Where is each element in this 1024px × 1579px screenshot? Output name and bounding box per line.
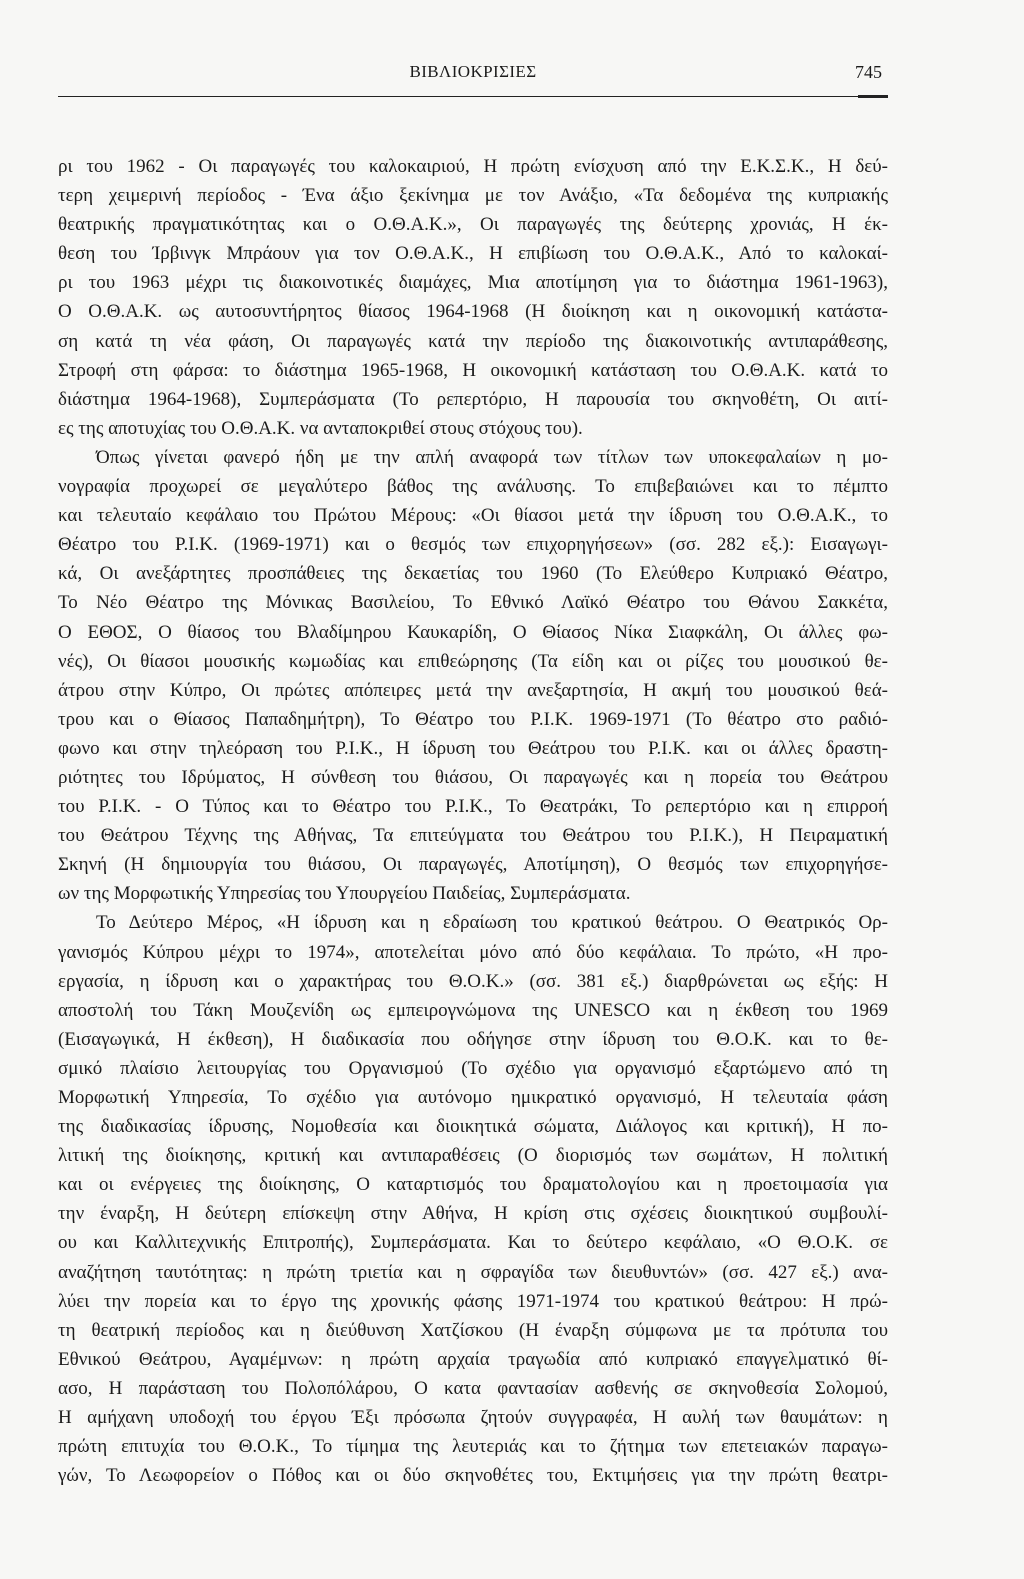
text-line: Όπως γίνεται φανερό ήδη με την απλή αναφορά των τίτλων των υποκεφαλαίων η μο- xyxy=(96,446,888,468)
text-line: τερη χειμερινή περίοδος - Ένα άξιο ξεκίνημα με τον Ανάξιο, «Τα δεδομένα της κυπριακής xyxy=(58,185,888,207)
text-line: Στροφή στη φάρσα: το διάστημα 1965-1968, Η οικονομική κατάσταση του Ο.Θ.Α.Κ. κατά το xyxy=(58,359,888,381)
text-line: θεατρικής πραγματικότητας και ο Ο.Θ.Α.Κ.», Οι παραγωγές της δεύτερης χρονιάς, Η έκ- xyxy=(58,214,888,236)
text-line: λιτική της διοίκησης, κριτική και αντιπαραθέσεις (Ο διορισμός των σωμάτων, Η πολιτική xyxy=(58,1145,888,1167)
text-line: εργασία, η ίδρυση και ο χαρακτήρας του Θ.Ο.Κ.» (σσ. 381 εξ.) διαρθρώνεται ως εξής: Η xyxy=(58,970,888,992)
text-line: τρου και ο Θίασος Παπαδημήτρη), Το Θέατρο του Ρ.Ι.Κ. 1969-1971 (Το θέατρο στο ραδιό- xyxy=(58,708,888,730)
running-title: ΒΙΒΛΙΟΚΡΙΣΙΕΣ xyxy=(409,62,537,81)
text-line: αποστολή του Τάκη Μουζενίδη ως εμπειρογνώμονα της UNESCO και η έκθεση του 1969 xyxy=(58,999,888,1021)
text-line: Μορφωτική Υπηρεσία, Το σχέδιο για αυτόνομο ημικρατικό οργανισμό, Η τελευταία φάση xyxy=(58,1087,888,1108)
text-line: Θέατρο του Ρ.Ι.Κ. (1969-1971) και ο θεσμός των επιχορηγήσεων» (σσ. 282 εξ.): Εισαγωγι- xyxy=(58,534,888,556)
text-line: άτρου στην Κύπρο, Οι πρώτες απόπειρες μετά την ανεξαρτησία, Η ακμή του μουσικού θεά- xyxy=(58,679,888,701)
text-line: Ο Ο.Θ.Α.Κ. ως αυτοσυντήρητος θίασος 1964-1968 (Η διοίκηση και η οικονομική κατάστα- xyxy=(58,301,888,323)
text-line: διάστημα 1964-1968), Συμπεράσματα (Το ρεπερτόριο, Η παρουσία του σκηνοθέτη, Οι αιτί- xyxy=(58,388,888,410)
page-number-underline xyxy=(858,95,888,98)
text-line: (Εισαγωγικά, Η έκθεση), Η διαδικασία που οδήγησε στην ίδρυση του Θ.Ο.Κ. και το θε- xyxy=(58,1028,888,1050)
text-line: θεση του Ίρβινγκ Μπράουν για τον Ο.Θ.Α.Κ., Η επιβίωση του Ο.Θ.Α.Κ., Από το καλοκαί- xyxy=(58,243,888,265)
paragraph xyxy=(58,152,888,443)
text-line: και τελευταίο κεφάλαιο του Πρώτου Μέρους: «Οι θίασοι μετά την ίδρυση του Ο.Θ.Α.Κ., το xyxy=(58,505,888,527)
text-line: ρι του 1963 μέχρι τις διακοινοτικές διαμάχες, Μια αποτίμηση για το διάστημα 1961-1963), xyxy=(58,272,888,294)
text-line: γανισμός Κύπρου μέχρι το 1974», αποτελείται μόνο από δύο κεφάλαια. Το πρώτο, «Η προ- xyxy=(58,941,888,963)
text-line: ες της αποτυχίας του Ο.Θ.Α.Κ. να ανταποκριθεί στους στόχους του). xyxy=(58,417,583,439)
paragraph xyxy=(58,443,888,909)
text-line: του Ρ.Ι.Κ. - Ο Τύπος και το Θέατρο του Ρ.Ι.Κ., Το Θεατράκι, Το ρεπερτόριο και η επιρροή xyxy=(58,796,888,818)
text-line: τη θεατρική περίοδος και η διεύθυνση Χατζίσκου (Η έναρξη σύμφωνα με τα πρότυπα του xyxy=(58,1319,888,1341)
text-line: ση κατά τη νέα φάση, Οι παραγωγές κατά την περίοδο της διακοινοτικής αντιπαράθεσης, xyxy=(58,330,888,352)
text-line: νές), Οι θίασοι μουσικής κωμωδίας και επιθεώρησης (Τα είδη και οι ρίζες του μουσικού θε- xyxy=(58,650,888,672)
text-line: την έναρξη, Η δεύτερη επίσκεψη στην Αθήνα, Η κρίση στις σχέσεις διοικητικού συμβουλί- xyxy=(58,1203,888,1225)
text-line: του Θεάτρου Τέχνης της Αθήνας, Τα επιτεύγματα του Θεάτρου του Ρ.Ι.Κ.), Η Πειραματική xyxy=(58,825,888,847)
paragraph xyxy=(58,908,888,1490)
text-line: και οι ενέργειες της διοίκησης, Ο καταρτισμός του δραματολογίου και η προετοιμασία για xyxy=(58,1174,888,1196)
text-line: πρώτη επιτυχία του Θ.Ο.Κ., Το τίμημα της λευτεριάς και το ζήτημα των επετειακών παραγω- xyxy=(58,1436,888,1458)
text-line: ρι του 1962 - Οι παραγωγές του καλοκαιριού, Η πρώτη ενίσχυση από την Ε.Κ.Σ.Κ., Η δεύ- xyxy=(58,156,888,177)
text-line: ριότητες του Ιδρύματος, Η σύνθεση του θιάσου, Οι παραγωγές και η πορεία του Θεάτρου xyxy=(58,766,888,788)
text-line: κά, Οι ανεξάρτητες προσπάθειες της δεκαετίας του 1960 (Το Ελεύθερο Κυπριακό Θέατρο, xyxy=(58,563,888,585)
text-line: Το Νέο Θέατρο της Μόνικας Βασιλείου, Το Εθνικό Λαϊκό Θέατρο του Θάνου Σακκέτα, xyxy=(58,592,888,614)
text-line: ασο, Η παράσταση του Πολοπόλάρου, Ο κατα φαντασίαν ασθενής σε σκηνοθεσία Σολομού, xyxy=(58,1377,888,1399)
text-line: της διαδικασίας ίδρυσης, Νομοθεσία και διοικητικά σώματα, Διάλογος και κριτική), Η πο- xyxy=(58,1116,888,1138)
header-rule xyxy=(58,96,888,97)
text-line: Σκηνή (Η δημιουργία του θιάσου, Οι παραγωγές, Αποτίμηση), Ο θεσμός των επιχορηγήσε- xyxy=(58,854,888,876)
text-line: Ο ΕΘΟΣ, Ο θίασος του Βλαδίμηρου Καυκαρίδη, Ο Θίασος Νίκα Σιαφκάλη, Οι άλλες φω- xyxy=(58,621,888,643)
page-number: 745 xyxy=(855,62,882,82)
text-line: νογραφία προχωρεί σε μεγαλύτερο βάθος της ανάλυσης. Το επιβεβαιώνει και το πέμπτο xyxy=(58,476,888,498)
text-line: λύει την πορεία και το έργο της χρονικής φάσης 1971-1974 του κρατικού θεάτρου: Η πρώ- xyxy=(58,1290,888,1312)
text-line: γών, Το Λεωφορείον ο Πόθος και οι δύο σκηνοθέτες του, Εκτιμήσεις για την πρώτη θεατρι- xyxy=(58,1465,888,1487)
article-body xyxy=(58,152,888,1490)
text-line: σμικό πλαίσιο λειτουργίας του Οργανισμού (Το σχέδιο για οργανισμό εξαρτώμενο από τη xyxy=(58,1057,888,1079)
text-line: Η αμήχανη υποδοχή του έργου Έξι πρόσωπα ζητούν συγγραφέα, Η αυλή των θαυμάτων: η xyxy=(58,1407,888,1429)
text-line: ου και Καλλιτεχνικής Επιτροπής), Συμπεράσματα. Και το δεύτερο κεφάλαιο, «Ο Θ.Ο.Κ. σε xyxy=(58,1232,888,1254)
running-header xyxy=(58,62,888,92)
text-line: αναζήτηση ταυτότητας: η πρώτη τριετία και η σφραγίδα των διευθυντών» (σσ. 427 εξ.) ανα- xyxy=(58,1261,888,1283)
text-line: Εθνικού Θεάτρου, Αγαμέμνων: η πρώτη αρχαία τραγωδία από κυπριακό επαγγελματικό θί- xyxy=(58,1348,888,1370)
text-line: φωνο και στην τηλεόραση του Ρ.Ι.Κ., Η ίδρυση του Θεάτρου του Ρ.Ι.Κ. και οι άλλες δραστη- xyxy=(58,737,888,759)
text-line: ων της Μορφωτικής Υπηρεσίας του Υπουργείου Παιδείας, Συμπεράσματα. xyxy=(58,883,631,905)
text-line: Το Δεύτερο Μέρος, «Η ίδρυση και η εδραίωση του κρατικού θεάτρου. Ο Θεατρικός Ορ- xyxy=(96,912,888,934)
